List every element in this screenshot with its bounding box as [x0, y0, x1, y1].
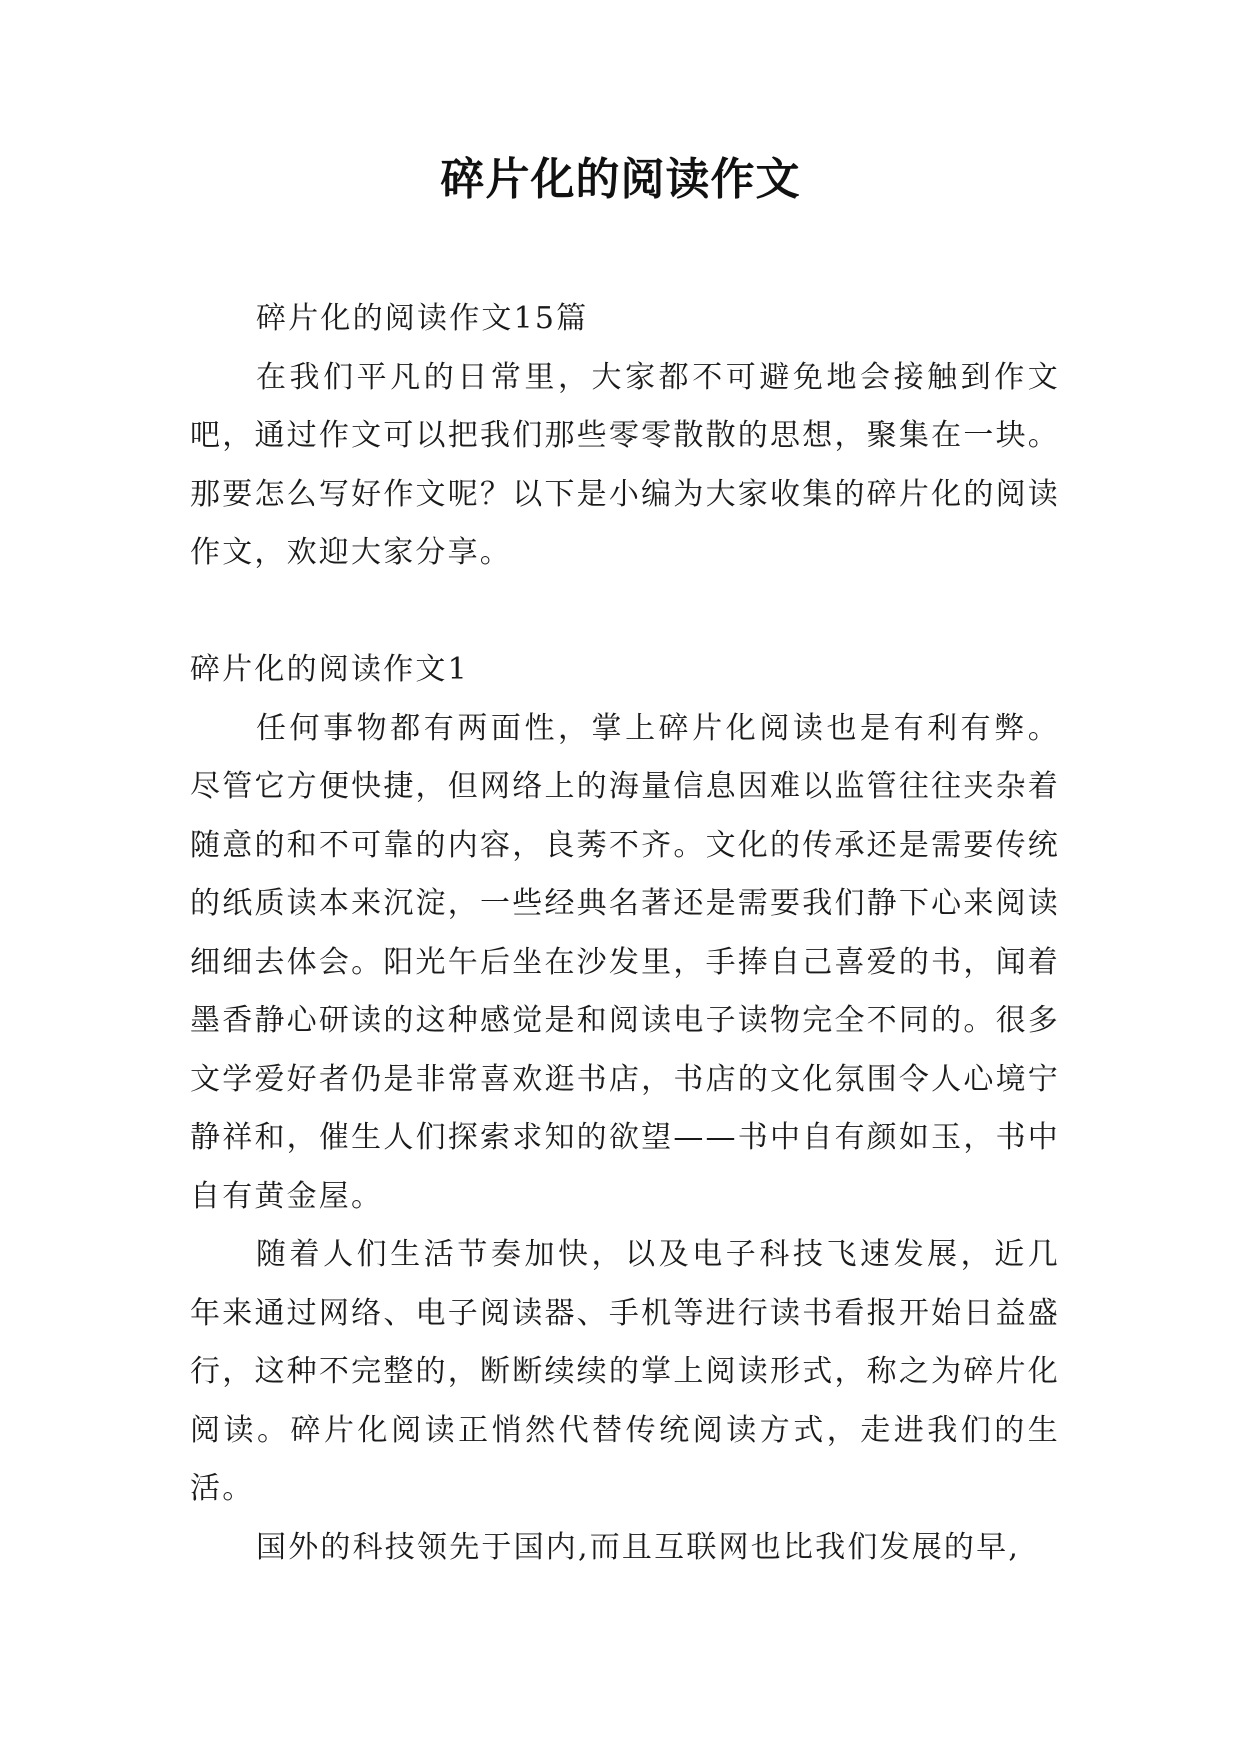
- section-heading: 碎片化的阅读作文1: [190, 652, 469, 687]
- body-paragraph: 任何事物都有两面性，掌上碎片化阅读也是有利有弊。尽管它方便快捷，但网络上的海量信息因难以监管往往夹杂着随意的和不可靠的内容，良莠不齐。文化的传承还是需要传统的纸质读本来沉淀，一些经典名著还是需要我们静下心来阅读细细去体会。阳光午后坐在沙发里，手捧自己喜爱的书，闻着墨香静心研读的这种感觉是和阅读电子读物完全不同的。很多文学爱好者仍是非常喜欢逛书店，书店的文化氛围令人心境宁静祥和，催生人们探索求知的欲望——书中自有颜如玉，书中自有黄金屋。: [190, 710, 1060, 1214]
- subtitle-paragraph: 碎片化的阅读作文15篇: [256, 301, 589, 336]
- body-paragraph: 随着人们生活节奏加快，以及电子科技飞速发展，近几年来通过网络、电子阅读器、手机等进行读书看报开始日益盛行，这种不完整的，断断续续的掌上阅读形式，称之为碎片化阅读。碎片化阅读正悄然代替传统阅读方式，走进我们的生活。: [190, 1237, 1060, 1506]
- intro-paragraph: 在我们平凡的日常里，大家都不可避免地会接触到作文吧，通过作文可以把我们那些零零散散的思想，聚集在一块。那要怎么写好作文呢？以下是小编为大家收集的碎片化的阅读作文，欢迎大家分享。: [190, 359, 1060, 570]
- document-title: 碎片化的阅读作文: [440, 154, 801, 205]
- body-paragraph: 国外的科技领先于国内,而且互联网也比我们发展的早,: [256, 1529, 1021, 1565]
- document-body: [190, 290, 1060, 1577]
